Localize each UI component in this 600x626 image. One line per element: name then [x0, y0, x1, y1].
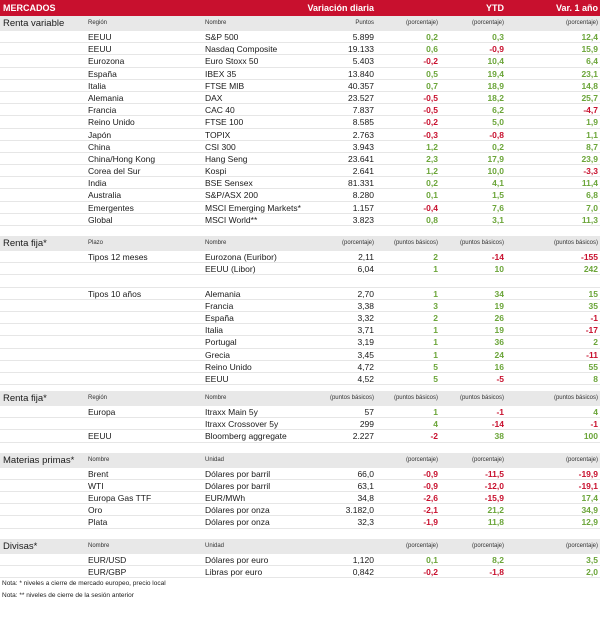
- header-daily-change: Variación diaria: [307, 3, 374, 13]
- table-cell: 1,5: [492, 190, 504, 201]
- table-row: [0, 80, 600, 92]
- table-cell: 6,4: [586, 56, 598, 67]
- table-cell: 11,3: [581, 214, 598, 225]
- table-cell: 3,32: [357, 312, 374, 323]
- table-cell: EUR/GBP: [88, 566, 127, 577]
- table-cell: Alemania: [88, 92, 124, 103]
- column-header: (puntos básicos): [393, 395, 438, 402]
- table-cell: CAC 40: [205, 105, 235, 116]
- table-row: [0, 480, 600, 492]
- table-cell: EUR/USD: [88, 554, 127, 565]
- table-row: [0, 406, 600, 418]
- section-header: [0, 453, 600, 468]
- table-cell: Europa: [88, 407, 116, 418]
- table-cell: WTI: [88, 480, 104, 491]
- table-cell: -2,1: [423, 505, 438, 516]
- table-cell: 81.331: [348, 178, 374, 189]
- table-cell: Oro: [88, 505, 103, 516]
- table-cell: Eurozona: [88, 56, 125, 67]
- note-2: Nota: ** niveles de cierre de la sesión anterior: [2, 591, 134, 599]
- table-cell: Dólares por barril: [205, 480, 271, 491]
- table-cell: -0,5: [423, 105, 438, 116]
- section-equities: [0, 16, 600, 226]
- column-header: Plazo: [88, 240, 104, 246]
- table-cell: España: [205, 312, 234, 323]
- table-cell: Francia: [88, 105, 117, 116]
- table-cell: 100: [583, 431, 598, 442]
- table-cell: 4,52: [357, 373, 374, 384]
- table-cell: 0,6: [426, 44, 438, 55]
- table-row: [0, 202, 600, 214]
- table-cell: Plata: [88, 517, 108, 528]
- column-header: (puntos básicos): [553, 395, 598, 402]
- table-cell: 14,8: [581, 80, 598, 91]
- table-cell: Brent: [88, 468, 109, 479]
- table-cell: 11,8: [487, 517, 504, 528]
- table-cell: 23.527: [348, 92, 374, 103]
- table-cell: Tipos 10 años: [88, 288, 142, 299]
- table-cell: Italia: [88, 80, 106, 91]
- table-cell: 5: [433, 361, 438, 372]
- table-cell: 19,4: [487, 68, 504, 79]
- table-cell: -1,8: [489, 566, 504, 577]
- table-cell: -0,2: [423, 566, 438, 577]
- table-cell: 25,7: [581, 92, 598, 103]
- table-cell: EEUU: [88, 44, 112, 55]
- table-cell: 1,9: [586, 117, 598, 128]
- table-cell: -17: [585, 325, 598, 336]
- table-row: [0, 361, 600, 373]
- table-cell: Grecia: [205, 349, 231, 360]
- column-header: (porcentaje): [565, 456, 598, 463]
- table-cell: EEUU: [88, 32, 112, 42]
- section-header: [0, 539, 600, 554]
- table-row: [0, 516, 600, 528]
- table-cell: 19: [494, 300, 504, 311]
- table-cell: 2,11: [358, 252, 374, 262]
- table-cell: TOPIX: [205, 129, 231, 140]
- table-cell: MSCI Emerging Markets*: [205, 202, 301, 213]
- table-cell: -19,9: [578, 468, 598, 479]
- table-cell: -3,3: [583, 166, 598, 177]
- table-cell: 0,2: [426, 32, 438, 42]
- table-cell: DAX: [205, 92, 223, 103]
- table-cell: Dólares por onza: [205, 517, 270, 528]
- table-cell: -14: [491, 252, 504, 262]
- table-cell: S&P 500: [205, 32, 239, 42]
- table-cell: 0,8: [426, 214, 438, 225]
- column-header: Nombre: [88, 542, 110, 549]
- column-header: (porcentaje): [565, 20, 598, 26]
- table-cell: CSI 300: [205, 141, 236, 152]
- table-cell: Dólares por euro: [205, 554, 269, 565]
- table-cell: -0,9: [423, 480, 438, 491]
- section-title: Divisas*: [3, 540, 38, 552]
- table-cell: 38: [494, 431, 504, 442]
- table-cell: 35: [588, 300, 598, 311]
- table-cell: 0,2: [492, 141, 504, 152]
- table-row: [0, 92, 600, 104]
- table-row: [0, 492, 600, 504]
- table-cell: -1: [590, 312, 598, 323]
- table-cell: 3.943: [352, 141, 374, 152]
- table-cell: 17,4: [581, 493, 598, 503]
- column-header: (porcentaje): [471, 20, 504, 26]
- table-cell: 19: [494, 325, 504, 336]
- table-cell: -11: [586, 349, 598, 360]
- table-cell: -1: [590, 419, 598, 430]
- table-cell: 2.227: [352, 431, 374, 442]
- table-cell: EEUU (Libor): [205, 264, 256, 275]
- table-cell: 13.840: [348, 68, 374, 79]
- table-cell: 26: [494, 312, 504, 323]
- table-cell: 5,0: [492, 117, 504, 128]
- column-header: (puntos básicos): [459, 395, 504, 402]
- header-annual: Var. 1 año: [555, 3, 598, 13]
- table-cell: EEUU: [205, 373, 229, 384]
- table-cell: EUR/MWh: [205, 493, 246, 503]
- table-cell: S&P/ASX 200: [205, 190, 258, 201]
- table-cell: 0,3: [492, 32, 504, 42]
- table-cell: España: [88, 68, 117, 79]
- table-cell: 23.641: [348, 153, 374, 164]
- table-cell: Corea del Sur: [88, 166, 141, 177]
- table-cell: 34,8: [357, 493, 374, 503]
- table-cell: -12,0: [484, 480, 504, 491]
- table-cell: -0,9: [423, 468, 438, 479]
- table-cell: -14: [491, 419, 504, 430]
- table-row: [0, 165, 600, 177]
- table-cell: 8.280: [352, 190, 374, 201]
- table-cell: 2: [593, 337, 598, 348]
- table-cell: 34,9: [581, 505, 598, 516]
- page-title: MERCADOS: [3, 3, 56, 13]
- column-header: Nombre: [205, 20, 227, 26]
- table-cell: -0,2: [423, 117, 438, 128]
- table-cell: 4: [593, 407, 598, 418]
- table-cell: 1: [433, 337, 438, 348]
- table-cell: 7.837: [352, 105, 374, 116]
- table-cell: Australia: [88, 190, 122, 201]
- section-title: Renta fija*: [3, 393, 47, 405]
- table-cell: 66,0: [357, 468, 374, 479]
- table-cell: Libras por euro: [205, 566, 263, 577]
- table-cell: 6,8: [586, 190, 598, 201]
- section-header: [0, 16, 600, 31]
- table-row: [0, 504, 600, 516]
- table-cell: Itraxx Main 5y: [205, 407, 258, 418]
- table-cell: China/Hong Kong: [88, 153, 156, 164]
- table-row: [0, 554, 600, 566]
- section-currencies: [0, 539, 600, 578]
- table-cell: Bloomberg aggregate: [205, 431, 287, 442]
- table-cell: -15,9: [484, 493, 504, 503]
- table-cell: 15: [588, 288, 598, 299]
- table-cell: 6,2: [492, 105, 504, 116]
- market-header: [0, 0, 600, 16]
- table-cell: 4,1: [492, 178, 504, 189]
- table-cell: 242: [583, 264, 598, 275]
- table-cell: 6,04: [357, 264, 374, 275]
- table-cell: India: [88, 178, 107, 189]
- table-row: [0, 288, 600, 300]
- table-cell: -1: [496, 407, 504, 418]
- table-cell: FTSE 100: [205, 117, 244, 128]
- table-row: [0, 189, 600, 201]
- table-cell: 0,2: [426, 178, 438, 189]
- table-row: [0, 214, 600, 226]
- table-cell: 8: [593, 373, 598, 384]
- column-header: (porcentaje): [565, 542, 598, 549]
- table-cell: Dólares por onza: [205, 505, 270, 516]
- table-cell: 18,9: [487, 80, 504, 91]
- table-cell: 16: [494, 361, 504, 372]
- column-header: (porcentaje): [471, 542, 504, 549]
- section-title: Renta fija*: [3, 238, 47, 249]
- column-header: (porcentaje): [405, 20, 438, 26]
- table-cell: 2.763: [352, 129, 374, 140]
- section-title: Materias primas*: [3, 454, 75, 466]
- table-cell: 3,45: [357, 349, 374, 360]
- table-row: [0, 68, 600, 80]
- table-row: [0, 468, 600, 480]
- note-1: Nota: * niveles a cierre de mercado europeo, precio local: [2, 579, 166, 587]
- table-cell: 11,4: [581, 178, 598, 189]
- table-cell: -1,9: [423, 517, 438, 528]
- blank-row: [0, 275, 600, 287]
- table-cell: 10: [494, 264, 504, 275]
- table-row: [0, 349, 600, 361]
- table-cell: 17,9: [487, 153, 504, 164]
- section-fixed-income-rates: [0, 236, 600, 385]
- column-header: (porcentaje): [405, 456, 438, 463]
- table-cell: BSE Sensex: [205, 178, 253, 189]
- table-cell: Francia: [205, 300, 234, 311]
- table-cell: -0,9: [489, 44, 504, 55]
- table-cell: -5: [496, 373, 504, 384]
- table-cell: 57: [364, 407, 374, 418]
- table-cell: -0,3: [423, 129, 438, 140]
- table-cell: Nasdaq Composite: [205, 44, 278, 55]
- table-cell: 4: [433, 419, 438, 430]
- table-cell: 40.357: [348, 80, 374, 91]
- column-header: Unidad: [205, 542, 225, 549]
- table-cell: 0,842: [352, 566, 374, 577]
- column-header: (porcentaje): [471, 456, 504, 463]
- table-cell: 10,4: [487, 56, 504, 67]
- table-cell: Alemania: [205, 288, 241, 299]
- section-fixed-income-credit: [0, 391, 600, 443]
- table-cell: 24: [494, 349, 504, 360]
- table-cell: 0,1: [426, 190, 438, 201]
- table-cell: 32,3: [357, 517, 374, 528]
- table-cell: 3,38: [357, 300, 374, 311]
- table-cell: 18,2: [487, 92, 504, 103]
- table-cell: 8.585: [352, 117, 374, 128]
- table-cell: 3,5: [586, 554, 598, 565]
- table-cell: 3,71: [357, 325, 374, 336]
- table-cell: 3: [433, 300, 438, 311]
- table-row: [0, 373, 600, 385]
- table-row: [0, 251, 600, 263]
- table-row: [0, 153, 600, 165]
- table-row: [0, 418, 600, 430]
- table-cell: 1: [433, 264, 438, 275]
- table-cell: -155: [580, 252, 598, 262]
- table-cell: Tipos 12 meses: [88, 252, 148, 262]
- table-cell: 1: [433, 407, 438, 418]
- table-cell: Europa Gas TTF: [88, 493, 152, 503]
- table-cell: Japón: [88, 129, 112, 140]
- table-cell: 10,0: [487, 166, 504, 177]
- table-cell: MSCI World**: [205, 214, 258, 225]
- table-cell: 0,1: [426, 554, 438, 565]
- table-cell: 2.641: [352, 166, 374, 177]
- table-cell: Euro Stoxx 50: [205, 56, 259, 67]
- table-row: [0, 43, 600, 55]
- table-cell: 12,4: [581, 32, 598, 42]
- table-row: [0, 300, 600, 312]
- table-cell: 8,7: [586, 141, 598, 152]
- table-cell: 2: [433, 312, 438, 323]
- table-cell: Emergentes: [88, 202, 134, 213]
- table-cell: 1: [433, 288, 438, 299]
- table-cell: -0,5: [423, 92, 438, 103]
- table-cell: -2: [430, 431, 438, 442]
- table-cell: 63,1: [357, 480, 374, 491]
- table-cell: 5: [433, 373, 438, 384]
- table-cell: -0,2: [423, 56, 438, 67]
- table-cell: 34: [494, 288, 504, 299]
- table-row: [0, 263, 600, 275]
- table-cell: 3.823: [352, 214, 374, 225]
- column-header: Región: [88, 395, 108, 402]
- table-cell: 1: [433, 349, 438, 360]
- table-row: [0, 31, 600, 43]
- table-cell: 299: [359, 419, 374, 430]
- table-row: [0, 116, 600, 128]
- table-cell: 23,1: [581, 68, 598, 79]
- table-cell: 7,0: [586, 202, 598, 213]
- table-cell: 8,2: [492, 554, 504, 565]
- table-cell: -19,1: [578, 480, 598, 491]
- table-row: [0, 430, 600, 442]
- section-title: Renta variable: [3, 18, 65, 29]
- table-cell: 3,19: [357, 337, 374, 348]
- table-cell: FTSE MIB: [205, 80, 245, 91]
- table-row: [0, 312, 600, 324]
- table-cell: -0,8: [489, 129, 504, 140]
- column-header: (puntos básicos): [329, 395, 374, 402]
- table-row: [0, 141, 600, 153]
- column-header: Nombre: [88, 456, 110, 463]
- table-cell: Eurozona (Euribor): [205, 252, 277, 262]
- table-cell: Itraxx Crossover 5y: [205, 419, 279, 430]
- table-cell: IBEX 35: [205, 68, 237, 79]
- table-cell: 21,2: [487, 505, 504, 516]
- table-cell: 5.899: [352, 32, 374, 42]
- table-cell: 36: [494, 337, 504, 348]
- table-cell: 1.157: [352, 202, 374, 213]
- table-cell: 2,3: [426, 153, 438, 164]
- table-cell: -4,7: [583, 105, 598, 116]
- column-header: (puntos básicos): [553, 240, 598, 246]
- table-cell: EEUU: [88, 431, 112, 442]
- header-ytd: YTD: [486, 3, 504, 13]
- table-cell: Hang Seng: [205, 153, 248, 164]
- section-header: [0, 391, 600, 406]
- table-cell: China: [88, 141, 111, 152]
- table-cell: -2,6: [423, 493, 438, 503]
- table-cell: 1,2: [426, 166, 438, 177]
- table-cell: 7,6: [492, 202, 504, 213]
- column-header: Nombre: [205, 240, 227, 246]
- table-row: [0, 566, 600, 578]
- column-header: Región: [88, 20, 108, 26]
- table-row: [0, 104, 600, 116]
- table-row: [0, 336, 600, 348]
- table-cell: 0,7: [426, 80, 438, 91]
- table-cell: -0,4: [423, 202, 438, 213]
- section-header: [0, 236, 600, 251]
- column-header: Nombre: [205, 395, 227, 402]
- table-cell: -11,5: [485, 468, 504, 479]
- table-cell: 1,1: [586, 129, 598, 140]
- column-header: (puntos básicos): [393, 240, 438, 246]
- table-cell: 23,9: [581, 153, 598, 164]
- table-cell: 5.403: [352, 56, 374, 67]
- column-header: (puntos básicos): [459, 240, 504, 246]
- table-cell: 55: [588, 361, 598, 372]
- table-cell: 15,9: [581, 44, 598, 55]
- table-cell: 19.133: [348, 44, 374, 55]
- table-cell: 2,70: [357, 288, 374, 299]
- table-row: [0, 177, 600, 189]
- table-cell: 2,0: [586, 566, 598, 577]
- table-row: [0, 55, 600, 67]
- table-row: [0, 129, 600, 141]
- table-cell: 3.182,0: [345, 505, 374, 516]
- table-row: [0, 324, 600, 336]
- table-cell: 2: [433, 252, 438, 262]
- table-cell: 1: [433, 325, 438, 336]
- table-cell: Reino Unido: [88, 117, 135, 128]
- table-cell: 1,120: [352, 554, 374, 565]
- table-cell: 3,1: [492, 214, 504, 225]
- table-cell: 0,5: [426, 68, 438, 79]
- column-header: (porcentaje): [405, 542, 438, 549]
- column-header: Unidad: [205, 456, 225, 463]
- section-commodities: [0, 453, 600, 529]
- table-cell: Portugal: [205, 337, 237, 348]
- table-cell: 1,2: [426, 141, 438, 152]
- table-cell: Reino Unido: [205, 361, 252, 372]
- table-cell: Italia: [205, 325, 223, 336]
- table-cell: 12,9: [581, 517, 598, 528]
- column-header: (porcentaje): [341, 240, 374, 246]
- table-cell: Dólares por barril: [205, 468, 271, 479]
- column-header: Puntos: [355, 20, 374, 26]
- table-cell: Kospi: [205, 166, 227, 177]
- table-cell: 4,72: [357, 361, 374, 372]
- table-cell: Global: [88, 214, 113, 225]
